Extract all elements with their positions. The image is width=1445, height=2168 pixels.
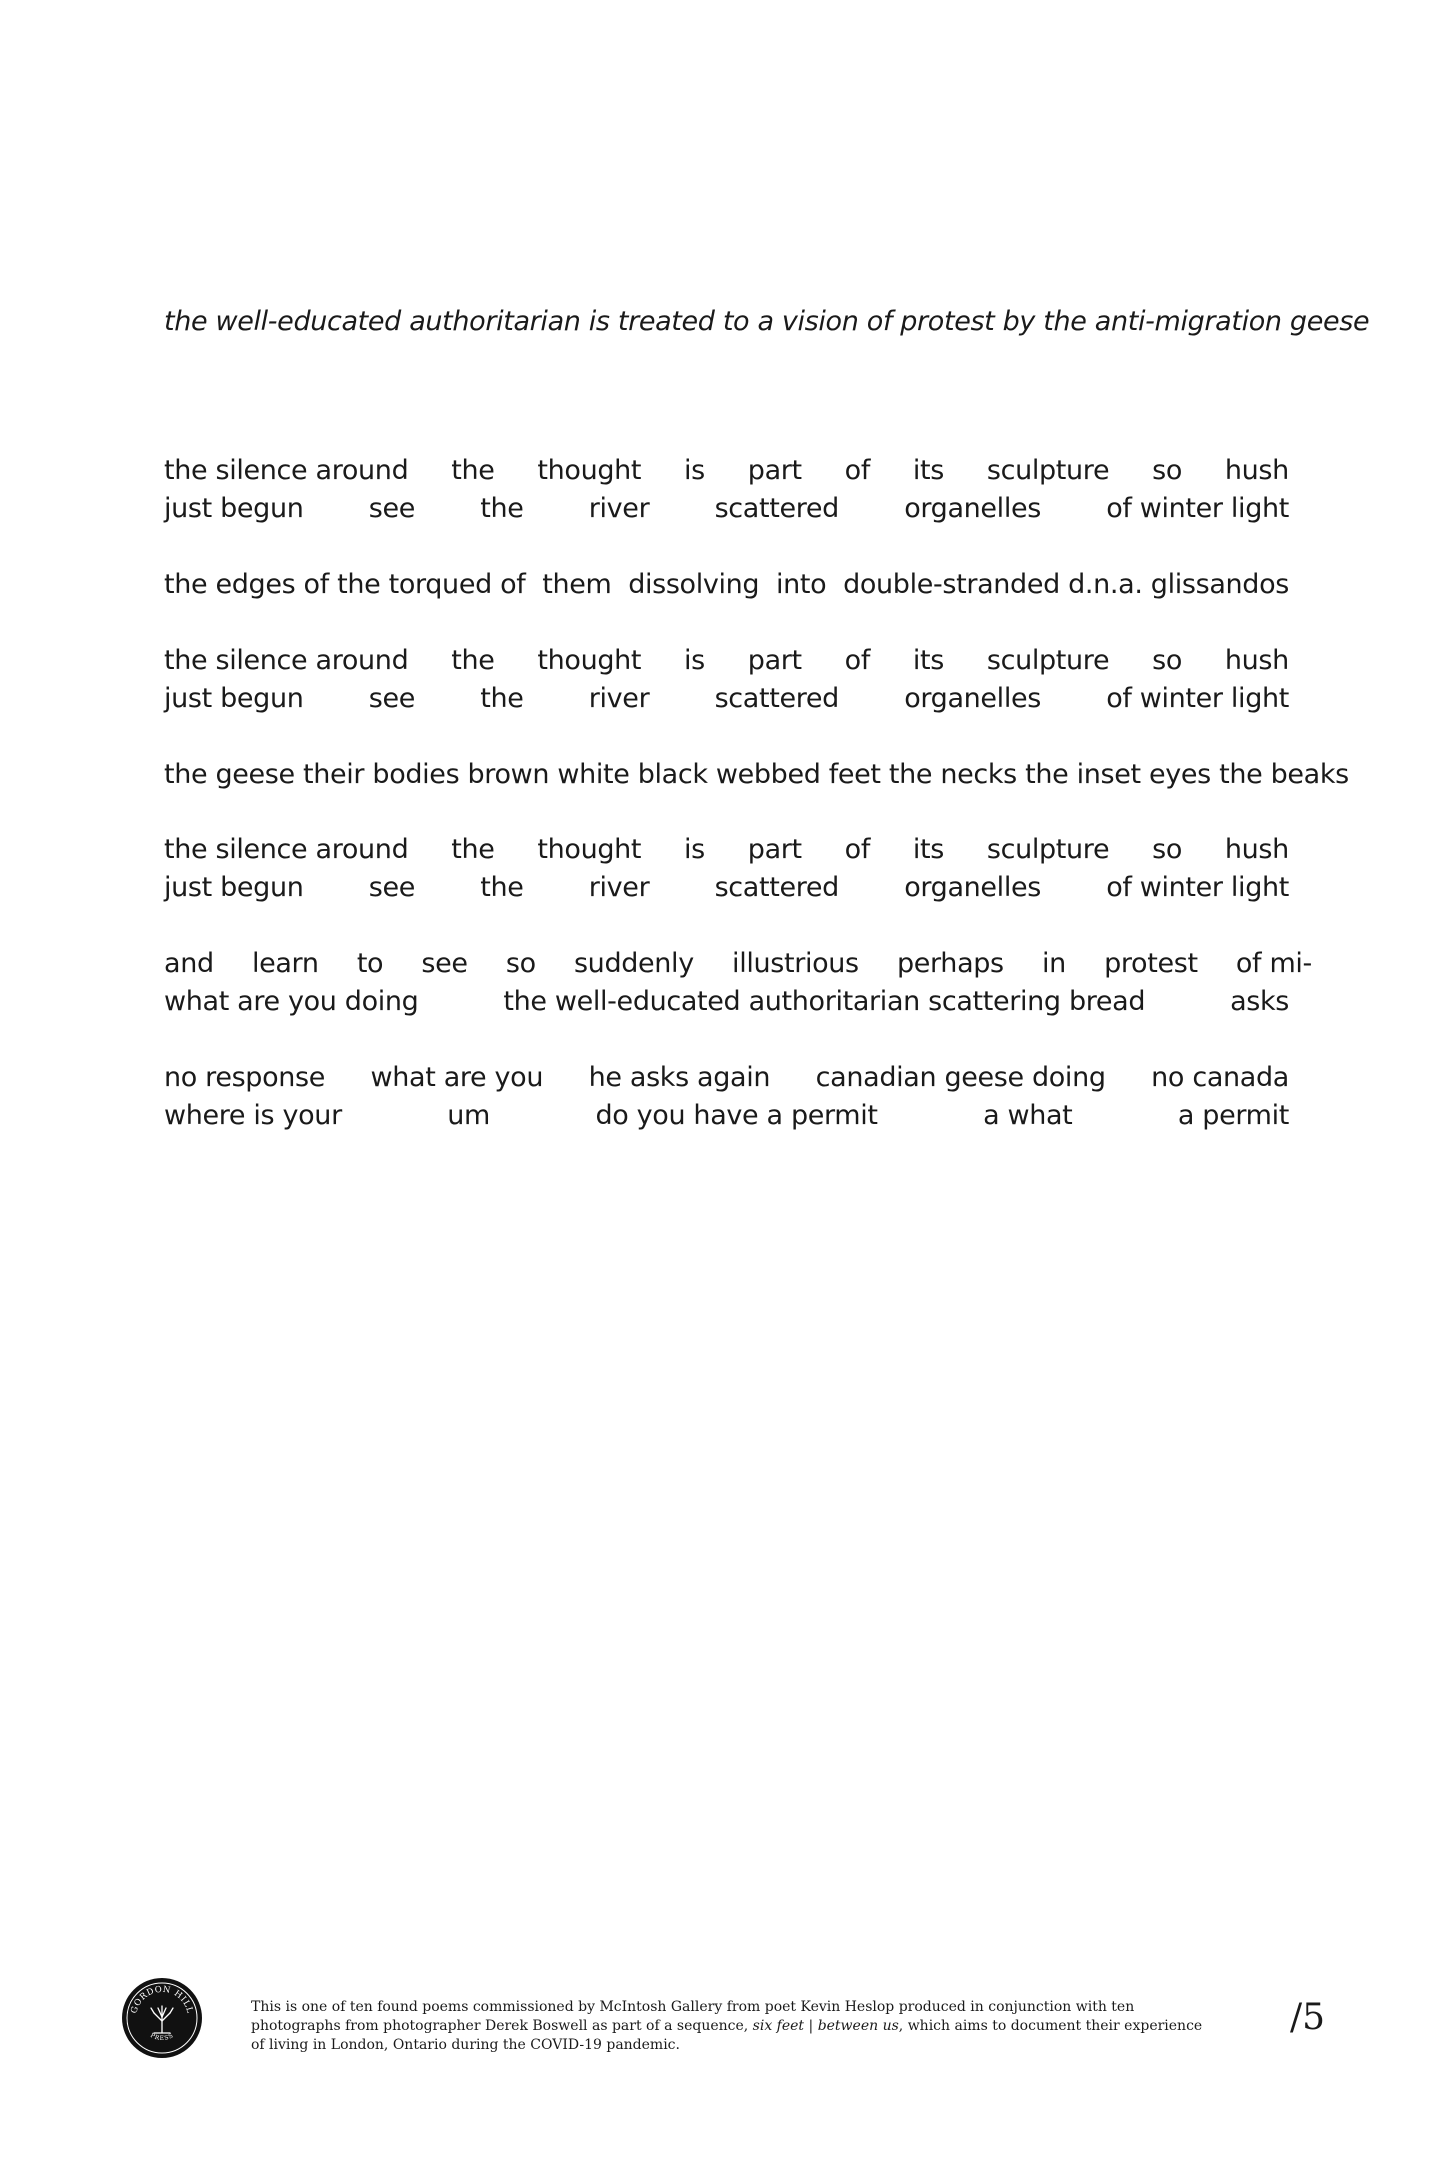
poem-word: what are you doing bbox=[164, 986, 419, 1017]
poem-word: asks bbox=[1230, 986, 1289, 1017]
poem-word: so bbox=[1152, 834, 1183, 865]
poem-word: a what bbox=[983, 1100, 1073, 1131]
poem-word: sculpture bbox=[986, 455, 1110, 486]
poem-word: its bbox=[912, 455, 944, 486]
poem-word: is bbox=[684, 645, 705, 676]
poem-word: so bbox=[505, 948, 536, 979]
poem-word: the well-educated authoritarian scattering bread bbox=[503, 986, 1146, 1017]
poem-word: see bbox=[368, 872, 415, 903]
poem-word: of bbox=[844, 645, 870, 676]
poem-word: just begun bbox=[164, 683, 304, 714]
poem-word: river bbox=[588, 493, 650, 524]
poem-word: thought bbox=[537, 834, 642, 865]
poem-word: thought bbox=[537, 455, 642, 486]
poem-word: its bbox=[912, 645, 944, 676]
poem-word: the bbox=[451, 834, 495, 865]
page-number: /5 bbox=[1290, 1997, 1326, 2038]
poem-word: a permit bbox=[1177, 1100, 1289, 1131]
poem-word: is bbox=[684, 455, 705, 486]
poem-line bbox=[164, 831, 1289, 869]
poem-word: in bbox=[1041, 948, 1066, 979]
poem-word: see bbox=[421, 948, 468, 979]
poem-word: double-stranded d.n.a. glissandos bbox=[843, 569, 1289, 600]
footer-note bbox=[251, 1998, 1211, 2055]
poem-line bbox=[164, 945, 1312, 983]
poem-word: hush bbox=[1224, 455, 1289, 486]
poem-line bbox=[164, 756, 1349, 794]
poem-line bbox=[164, 642, 1289, 680]
poem-word: perhaps bbox=[896, 948, 1004, 979]
poem-word: hush bbox=[1224, 834, 1289, 865]
poem-word: river bbox=[588, 683, 650, 714]
poem-word: them bbox=[542, 569, 612, 600]
poem-word: the silence around bbox=[164, 455, 409, 486]
poem-line bbox=[164, 490, 1289, 528]
poem-word: the edges of the torqued of bbox=[164, 569, 526, 600]
poem-word: what are you bbox=[370, 1062, 544, 1093]
poem-line bbox=[164, 1059, 1289, 1097]
poem-word: um bbox=[447, 1100, 490, 1131]
poem-line bbox=[164, 869, 1289, 907]
poem-word: hush bbox=[1224, 645, 1289, 676]
poem-word: the silence around bbox=[164, 645, 409, 676]
footer-note-tail: , which aims to document their experience of living in London, Ontario during the COVID-19 pandemic. bbox=[251, 2018, 1203, 2053]
poem-word: of mi- bbox=[1235, 948, 1312, 979]
poem-word: part bbox=[747, 455, 802, 486]
poem-word: learn bbox=[251, 948, 319, 979]
footer-note-separator: | bbox=[804, 2018, 818, 2034]
poem-word: the bbox=[480, 872, 524, 903]
poem-word: of winter light bbox=[1106, 493, 1289, 524]
poem-word: the bbox=[480, 683, 524, 714]
poem-line bbox=[164, 566, 1289, 604]
poem-word: is bbox=[684, 834, 705, 865]
poem-word: see bbox=[368, 493, 415, 524]
poem-line bbox=[164, 452, 1289, 490]
poem-word: no response bbox=[164, 1062, 325, 1093]
poem-word: organelles bbox=[904, 872, 1041, 903]
poem-word: the bbox=[451, 645, 495, 676]
poem-word: sculpture bbox=[986, 834, 1110, 865]
poem-word: of winter light bbox=[1106, 872, 1289, 903]
poem-word: its bbox=[912, 834, 944, 865]
poem-word: scattered bbox=[714, 683, 839, 714]
logo-text-top: GORDON HILL bbox=[129, 1984, 195, 2015]
poem-word: scattered bbox=[714, 493, 839, 524]
poem-word: into bbox=[775, 569, 827, 600]
poem-word: of bbox=[844, 455, 870, 486]
poem-word: part bbox=[747, 834, 802, 865]
poem-word: dissolving bbox=[628, 569, 760, 600]
footer-note-lead: This is one of ten found poems commissioned by McIntosh Gallery from poet Kevin Heslop produced in conjunction with ten photographs from photographer Derek Boswell as part of a sequence, bbox=[251, 1999, 1135, 2034]
poem-word: see bbox=[368, 683, 415, 714]
logo-text-bottom: PRESS bbox=[149, 2032, 175, 2042]
poem-word: part bbox=[747, 645, 802, 676]
poem-line bbox=[164, 680, 1289, 718]
poem-word: organelles bbox=[904, 493, 1041, 524]
poem-word: he asks again bbox=[588, 1062, 771, 1093]
page-title: the well-educated authoritarian is treated to a vision of protest by the anti-migration geese bbox=[164, 306, 1370, 337]
poem-line bbox=[164, 1097, 1289, 1135]
poem-word: the bbox=[480, 493, 524, 524]
poem-word: and bbox=[164, 948, 214, 979]
poem-word: so bbox=[1152, 455, 1183, 486]
tree-seal-icon bbox=[121, 1977, 203, 2059]
poem-word: no canada bbox=[1151, 1062, 1289, 1093]
poem-word: of winter light bbox=[1106, 683, 1289, 714]
poem-word: to bbox=[356, 948, 384, 979]
poem-word: thought bbox=[537, 645, 642, 676]
poem-word: the silence around bbox=[164, 834, 409, 865]
poem-word: just begun bbox=[164, 493, 304, 524]
poem-word: just begun bbox=[164, 872, 304, 903]
poem-line bbox=[164, 983, 1289, 1021]
poem-word: do you have a permit bbox=[595, 1100, 878, 1131]
poem-word: river bbox=[588, 872, 650, 903]
poem-word: suddenly bbox=[573, 948, 694, 979]
poem-word: organelles bbox=[904, 683, 1041, 714]
poem-word: illustrious bbox=[732, 948, 859, 979]
footer-note-italic: between us bbox=[817, 2018, 899, 2034]
poem-word: sculpture bbox=[986, 645, 1110, 676]
poem-word: so bbox=[1152, 645, 1183, 676]
poem-word: the geese their bodies brown white black webbed feet the necks the inset eyes the beaks bbox=[164, 759, 1349, 790]
press-logo bbox=[121, 1977, 203, 2059]
poem-word: protest bbox=[1104, 948, 1198, 979]
poem-word: canadian geese doing bbox=[815, 1062, 1106, 1093]
poem-word: scattered bbox=[714, 872, 839, 903]
poem-word: where is your bbox=[164, 1100, 342, 1131]
poem-word: the bbox=[451, 455, 495, 486]
footer-note-italic: six feet bbox=[752, 2018, 805, 2034]
poem-word: of bbox=[844, 834, 870, 865]
